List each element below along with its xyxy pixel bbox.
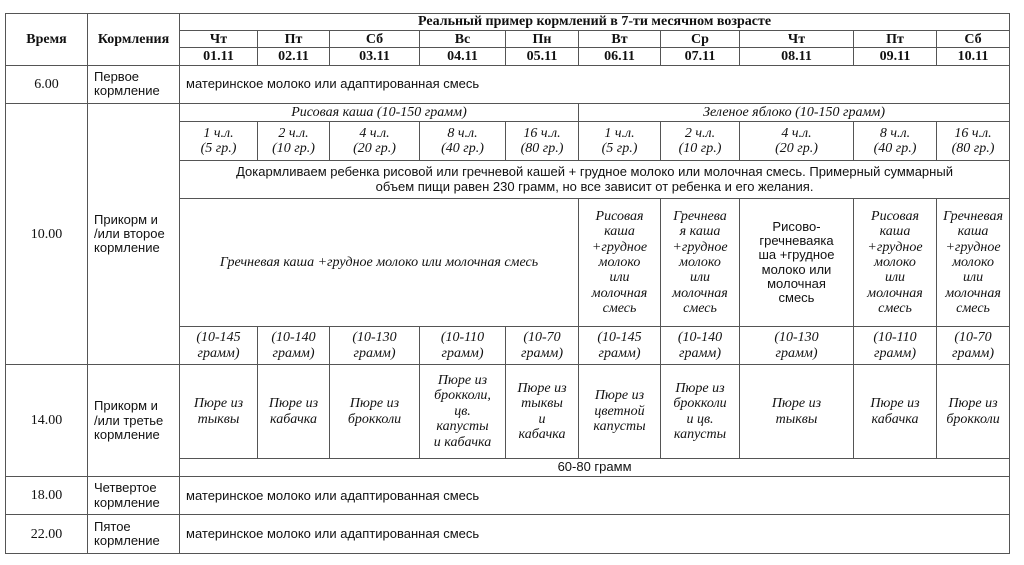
feeding-description: материнское молоко или адаптированная смесь xyxy=(180,476,1010,514)
puree-line: тыквы xyxy=(197,411,240,427)
date-header: 05.11 xyxy=(506,48,579,65)
green-apple-header: Зеленое яблоко (10-150 грамм) xyxy=(579,104,1010,122)
portion-grams: (10 гр.) xyxy=(272,141,315,157)
amount-unit: грамм) xyxy=(874,345,916,361)
day-header: Пн xyxy=(506,31,579,48)
mix-line: или xyxy=(884,270,906,286)
portion-spoons: 2 ч.л. xyxy=(278,125,309,141)
date-header: 09.11 xyxy=(854,48,937,65)
portion-cell xyxy=(579,122,661,160)
feeding-row-2 xyxy=(6,104,1010,122)
puree-line: Пюре из xyxy=(948,396,998,412)
portion-cell xyxy=(661,122,740,160)
portion-spoons: 16 ч.л. xyxy=(954,125,992,141)
mix-line: молочная xyxy=(945,285,1001,301)
day-header: Пт xyxy=(854,31,937,48)
puree-line: кабачка xyxy=(270,411,317,427)
amount-cell xyxy=(937,326,1010,364)
feeding-note-line: объем пищи равен 230 грамм, но все зависит от ребенка и его желания. xyxy=(375,178,814,194)
feeding-time: 14.00 xyxy=(6,365,88,476)
portion-grams: (40 гр.) xyxy=(441,141,484,157)
puree-cell xyxy=(180,365,258,458)
amount-cell xyxy=(506,326,579,364)
table-title: Реальный пример кормлений в 7-ти месячном возрасте xyxy=(180,14,1010,31)
portion-grams: (5 гр.) xyxy=(200,141,237,157)
day-header: Вс xyxy=(420,31,506,48)
mix-line: Рисовая xyxy=(595,208,644,224)
puree-line: брокколи xyxy=(946,411,1000,427)
portion-grams: (80 гр.) xyxy=(951,141,995,157)
date-header: 10.11 xyxy=(937,48,1010,65)
date-header: 01.11 xyxy=(180,48,258,65)
feeding-row-1 xyxy=(6,65,1010,103)
amount-range: (10-70 xyxy=(954,330,992,346)
day-header: Чт xyxy=(740,31,854,48)
day-header: Вт xyxy=(579,31,661,48)
puree-cell xyxy=(330,365,420,458)
header-feeding: Кормления xyxy=(88,14,180,66)
mix-line: молочная xyxy=(867,285,923,301)
puree-line: брокколи xyxy=(347,411,402,427)
mix-line: молоко xyxy=(598,254,641,270)
puree-line: капусты xyxy=(593,419,646,435)
puree-cell xyxy=(258,365,330,458)
portion-grams: (5 гр.) xyxy=(601,141,638,157)
amount-unit: грамм) xyxy=(441,345,484,361)
amount-unit: грамм) xyxy=(775,345,818,361)
feeding-description: материнское молоко или адаптированная смесь xyxy=(180,515,1010,554)
day-header: Чт xyxy=(180,31,258,48)
buckwheat-porridge-cell: Гречневая каша +грудное молоко или молочная смесь xyxy=(180,199,579,327)
feeding-row-4 xyxy=(6,476,1010,514)
feeding-schedule-table xyxy=(5,13,1010,554)
feeding-note xyxy=(180,160,1010,198)
mix-cell xyxy=(579,199,661,327)
mix-line: смесь xyxy=(956,301,990,317)
portion-spoons: 1 ч.л. xyxy=(604,125,635,141)
rice-porridge-header: Рисовая каша (10-150 грамм) xyxy=(180,104,579,122)
puree-cell xyxy=(740,365,854,458)
mix-line: Гречнева xyxy=(673,208,727,224)
amount-range: (10-140 xyxy=(677,330,723,346)
mix-line: молоко xyxy=(679,254,721,270)
portion-spoons: 1 ч.л. xyxy=(203,125,234,141)
feeding-description: материнское молоко или адаптированная смесь xyxy=(180,65,1010,103)
portion-cell xyxy=(854,122,937,160)
feeding-row-5 xyxy=(6,515,1010,554)
puree-cell xyxy=(854,365,937,458)
mix-line: каша xyxy=(604,224,635,240)
puree-line: кабачка xyxy=(518,426,566,442)
puree-line: и кабачка xyxy=(433,434,492,450)
mix-line: я каша xyxy=(679,224,721,240)
feeding-name-line: кормление xyxy=(94,240,160,256)
portion-spoons: 8 ч.л. xyxy=(879,125,911,141)
day-header: Ср xyxy=(661,31,740,48)
mix-line: смесь xyxy=(778,290,815,306)
amount-unit: грамм) xyxy=(679,345,721,361)
feeding-time: 6.00 xyxy=(6,65,88,103)
feeding-time: 22.00 xyxy=(6,515,88,554)
mix-line: молочная xyxy=(672,285,728,301)
amount-unit: грамм) xyxy=(521,345,563,361)
portion-grams: (20 гр.) xyxy=(353,141,396,157)
mix-cell xyxy=(937,199,1010,327)
amount-cell xyxy=(330,326,420,364)
puree-line: Пюре из xyxy=(675,380,725,396)
mix-line: +грудное xyxy=(945,239,1001,255)
feeding-note-line: Докармливаем ребенка рисовой или гречневой кашей + грудное молоко или молочная смесь. Примерный суммарный xyxy=(236,164,953,180)
mix-line: +грудное xyxy=(591,239,648,255)
portion-cell xyxy=(420,122,506,160)
mix-line: Рисовая xyxy=(871,208,919,224)
mix-line: или xyxy=(962,270,984,286)
feeding-time: 10.00 xyxy=(6,104,88,365)
mix-line: молочная xyxy=(591,285,648,301)
puree-line: Пюре из xyxy=(771,396,822,412)
amount-range: (10-70 xyxy=(523,330,561,346)
day-header: Сб xyxy=(937,31,1010,48)
amount-cell xyxy=(180,326,258,364)
mix-line: или xyxy=(689,270,711,286)
feeding-name-line: кормление xyxy=(94,533,160,549)
portion-cell xyxy=(937,122,1010,160)
mix-line: молочная xyxy=(767,275,826,291)
feeding-name-line: Пятое xyxy=(94,518,131,534)
mix-cell xyxy=(740,199,854,327)
portion-cell xyxy=(180,122,258,160)
puree-line: Пюре из xyxy=(193,396,244,412)
amount-range: (10-130 xyxy=(352,330,397,346)
puree-amount: 60-80 грамм xyxy=(180,458,1010,476)
amount-cell xyxy=(661,326,740,364)
feeding-name-line: кормление xyxy=(94,494,160,510)
puree-line: кабачка xyxy=(871,411,919,427)
amount-cell xyxy=(579,326,661,364)
mix-line: Гречневая xyxy=(943,208,1003,224)
portion-grams: (20 гр.) xyxy=(775,141,818,157)
portion-grams: (40 гр.) xyxy=(873,141,917,157)
portion-spoons: 4 ч.л. xyxy=(359,125,390,141)
day-header: Пт xyxy=(258,31,330,48)
feeding-name-line: Первое xyxy=(94,69,140,85)
puree-line: и цв. xyxy=(686,411,714,427)
mix-line: ша +грудное xyxy=(758,247,835,263)
feeding-name-line: кормление xyxy=(94,426,160,442)
puree-line: цветной xyxy=(594,403,645,419)
puree-cell xyxy=(937,365,1010,458)
mix-line: смесь xyxy=(602,301,637,317)
date-header: 07.11 xyxy=(661,48,740,65)
puree-cell xyxy=(506,365,579,458)
puree-line: тыквы xyxy=(775,411,818,427)
mix-cell xyxy=(854,199,937,327)
day-header: Сб xyxy=(330,31,420,48)
puree-line: Пюре из xyxy=(594,388,645,404)
amount-unit: грамм) xyxy=(272,345,315,361)
portion-cell xyxy=(330,122,420,160)
amount-cell xyxy=(854,326,937,364)
feeding-name-line: Прикорм и xyxy=(94,211,158,227)
header-time: Время xyxy=(6,14,88,66)
amount-cell xyxy=(740,326,854,364)
amount-cell xyxy=(420,326,506,364)
puree-line: Пюре из xyxy=(268,396,319,412)
puree-cell xyxy=(661,365,740,458)
amount-range: (10-140 xyxy=(271,330,316,346)
amount-range: (10-145 xyxy=(597,330,642,346)
puree-line: Пюре из xyxy=(349,396,400,412)
feeding-name-line: /или второе xyxy=(94,226,165,242)
feeding-name xyxy=(88,515,180,554)
feeding-name xyxy=(88,476,180,514)
amount-range: (10-145 xyxy=(196,330,241,346)
mix-cell xyxy=(661,199,740,327)
puree-line: капусты xyxy=(673,426,727,442)
puree-line: и xyxy=(538,411,546,427)
feeding-row-3 xyxy=(6,365,1010,458)
mix-line: или xyxy=(609,270,630,286)
puree-line: Пюре из xyxy=(437,373,488,389)
mix-line: +грудное xyxy=(672,239,728,255)
date-header: 02.11 xyxy=(258,48,330,65)
feeding-name-line: Четвертое xyxy=(94,480,157,496)
portion-cell xyxy=(258,122,330,160)
puree-line: Пюре из xyxy=(517,380,567,396)
puree-cell xyxy=(579,365,661,458)
mix-line: молоко или xyxy=(761,261,832,277)
puree-line: капусты xyxy=(436,419,489,435)
puree-cell xyxy=(420,365,506,458)
date-header: 03.11 xyxy=(330,48,420,65)
amount-unit: грамм) xyxy=(197,345,240,361)
mix-line: каша xyxy=(957,224,989,240)
amount-cell xyxy=(258,326,330,364)
feeding-name xyxy=(88,65,180,103)
mix-line: смесь xyxy=(683,301,717,317)
date-header: 04.11 xyxy=(420,48,506,65)
portion-spoons: 16 ч.л. xyxy=(523,125,561,141)
mix-line: Рисово- xyxy=(772,218,821,234)
feeding-name-line: /или третье xyxy=(94,412,164,428)
portion-spoons: 8 ч.л. xyxy=(447,125,478,141)
amount-range: (10-130 xyxy=(774,330,819,346)
puree-line: брокколи, xyxy=(434,388,491,404)
puree-line: тыквы xyxy=(521,396,563,412)
date-header: 08.11 xyxy=(740,48,854,65)
amount-unit: грамм) xyxy=(952,345,995,361)
mix-line: гречневаяка xyxy=(759,233,834,249)
date-header: 06.11 xyxy=(579,48,661,65)
amount-range: (10-110 xyxy=(873,330,917,346)
portion-spoons: 4 ч.л. xyxy=(781,125,812,141)
portion-spoons: 2 ч.л. xyxy=(684,125,716,141)
portion-grams: (10 гр.) xyxy=(678,141,722,157)
puree-line: цв. xyxy=(454,403,471,419)
portion-cell xyxy=(506,122,579,160)
amount-range: (10-110 xyxy=(440,330,485,346)
mix-line: молоко xyxy=(874,254,916,270)
mix-line: смесь xyxy=(878,301,912,317)
mix-line: каша xyxy=(879,224,911,240)
puree-line: брокколи xyxy=(673,396,727,412)
amount-unit: грамм) xyxy=(353,345,396,361)
portion-cell xyxy=(740,122,854,160)
amount-unit: грамм) xyxy=(598,345,641,361)
mix-line: молоко xyxy=(952,254,994,270)
mix-line: +грудное xyxy=(867,239,923,255)
feeding-name xyxy=(88,365,180,476)
feeding-name xyxy=(88,104,180,365)
feeding-name-line: Прикорм и xyxy=(94,398,158,414)
puree-line: Пюре из xyxy=(870,396,920,412)
feeding-time: 18.00 xyxy=(6,476,88,514)
portion-grams: (80 гр.) xyxy=(520,141,564,157)
feeding-name-line: кормление xyxy=(94,83,160,99)
